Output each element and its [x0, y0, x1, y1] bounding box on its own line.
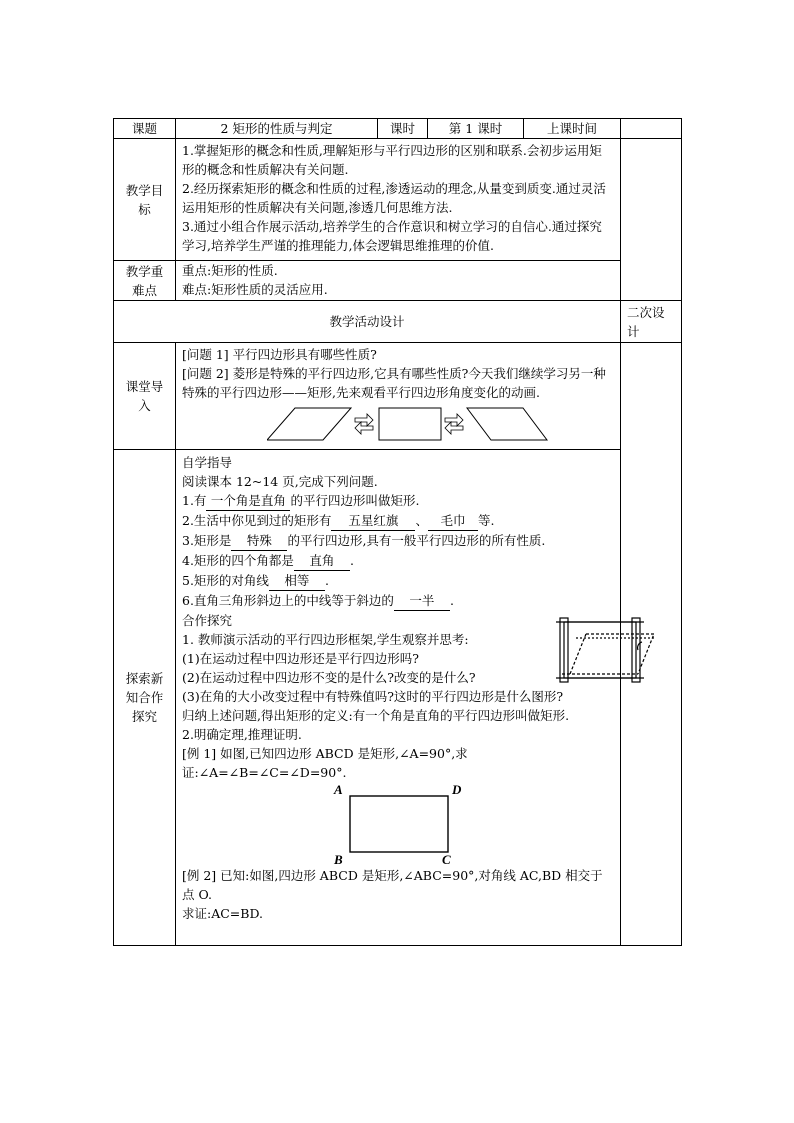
activity-header-row: [114, 301, 682, 343]
lesson-plan-table: [113, 118, 682, 946]
second-design-label: 二次设计: [621, 301, 682, 343]
answer-blank: 直角: [294, 551, 350, 571]
date-label: 上课时间: [524, 119, 621, 139]
answer-blank: 一个角是直角: [206, 491, 290, 511]
example-2: [例 2] 已知:如图,四边形 ABCD 是矩形,∠ABC=90°,对角线 AC,BD 相交于点 O.: [182, 868, 603, 902]
period-value: 第 1 课时: [428, 119, 524, 139]
left-parallelogram: [267, 408, 351, 440]
right-arrow-icon: [445, 414, 463, 434]
explore-row: [114, 450, 682, 946]
difficulty-text: 难点:矩形性质的灵活应用.: [182, 282, 328, 297]
rectangle-abcd: [350, 796, 448, 852]
vertex-d-label: D: [452, 784, 462, 797]
answer-blank: 五星红旗: [331, 511, 415, 531]
goal-item: 3.通过小组合作展示活动,培养学生的合作意识和树立学习的自信心.通过探究学习,培养学生严谨的推理能力,体会逻辑思维推理的价值.: [182, 219, 602, 253]
intro-row: [114, 343, 682, 450]
example-1: [例 1] 如图,已知四边形 ABCD 是矩形,∠A=90°,求证:∠A=∠B=∠C=∠D=90°.: [182, 746, 468, 780]
right-parallelogram: [467, 408, 547, 440]
header-row: [114, 119, 682, 139]
goal-item: 1.掌握矩形的概念和性质,理解矩形与平行四边形的区别和联系.会初步运用矩形的概念和性质解决有关问题.: [182, 143, 602, 177]
period-label: 课时: [378, 119, 428, 139]
self-study-heading: 自学指导: [182, 455, 233, 470]
vertex-c-label: C: [442, 852, 451, 866]
reading-instruction: 阅读课本 12~14 页,完成下列问题.: [182, 474, 378, 489]
left-arrow-icon: [355, 414, 373, 434]
goals-row: [114, 139, 682, 261]
goals-content: [176, 139, 621, 261]
explore-content: [176, 450, 621, 946]
fill-item-4: 4.矩形的四个角都是 直角 .: [182, 551, 614, 571]
vertex-b-label: B: [334, 852, 343, 866]
keypoints-content: [176, 261, 621, 301]
fill-item-3: 3.矩形是 特殊 的平行四边形,具有一般平行四边形的所有性质.: [182, 531, 614, 551]
course-label: 课题: [114, 119, 176, 139]
goals-blank: [621, 139, 682, 301]
focus-text: 重点:矩形的性质.: [182, 263, 278, 278]
question-1: [问题 1] 平行四边形具有哪些性质?: [182, 347, 377, 362]
question-2: [问题 2] 菱形是特殊的平行四边形,它具有哪些性质?今天我们继续学习另一种特殊的平行四边形——矩形,先来观看平行四边形角度变化的动画.: [182, 366, 606, 400]
answer-blank: 特殊: [231, 531, 287, 551]
rectangle-abcd-figure: [332, 784, 472, 866]
answer-blank: 相等: [269, 571, 325, 591]
coop-heading: 合作探究: [182, 613, 233, 628]
keypoints-row: [114, 261, 682, 301]
coop-item-1: 1. 教师演示活动的平行四边形框架,学生观察并思考:: [182, 632, 469, 647]
coop-question-3: (3)在角的大小改变过程中有特殊值吗?这时的平行四边形是什么图形?: [182, 689, 564, 704]
intro-content: [176, 343, 621, 450]
goals-label: 教学目标: [114, 139, 176, 261]
keypoints-label: 教学重难点: [114, 261, 176, 301]
coop-question-1: (1)在运动过程中四边形还是平行四边形吗?: [182, 651, 419, 666]
fill-item-2: 2.生活中你见到过的矩形有 五星红旗 、 毛巾 等.: [182, 511, 614, 531]
movable-frame-figure: [556, 614, 666, 686]
coop-item-2: 2.明确定理,推理证明.: [182, 727, 302, 742]
definition-summary: 归纳上述问题,得出矩形的定义:有一个角是直角的平行四边形叫做矩形.: [182, 708, 570, 723]
vertex-a-label: A: [334, 784, 343, 797]
fill-item-6: 6.直角三角形斜边上的中线等于斜边的 一半 .: [182, 591, 614, 611]
answer-blank: 一半: [394, 591, 450, 611]
center-rectangle: [379, 408, 441, 440]
answer-blank: 毛巾: [428, 511, 478, 531]
fill-item-1: 1.有 一个角是直角 的平行四边形叫做矩形.: [182, 491, 614, 511]
coop-question-2: (2)在运动过程中四边形不变的是什么?改变的是什么?: [182, 670, 476, 685]
intro-label: 课堂导入: [114, 343, 176, 450]
explore-label: 探索新知合作探究: [114, 450, 176, 946]
goal-item: 2.经历探索矩形的概念和性质的过程,渗透运动的理念,从量变到质变.通过灵活运用矩形的性质解决有关问题,渗透几何思维方法.: [182, 181, 606, 215]
activity-title: 教学活动设计: [114, 301, 621, 343]
fill-item-5: 5.矩形的对角线 相等 .: [182, 571, 614, 591]
prove-statement: 求证:AC=BD.: [182, 906, 264, 921]
date-value: [621, 119, 682, 139]
course-title: 2 矩形的性质与判定: [176, 119, 378, 139]
frame-rectangle: [564, 622, 636, 678]
